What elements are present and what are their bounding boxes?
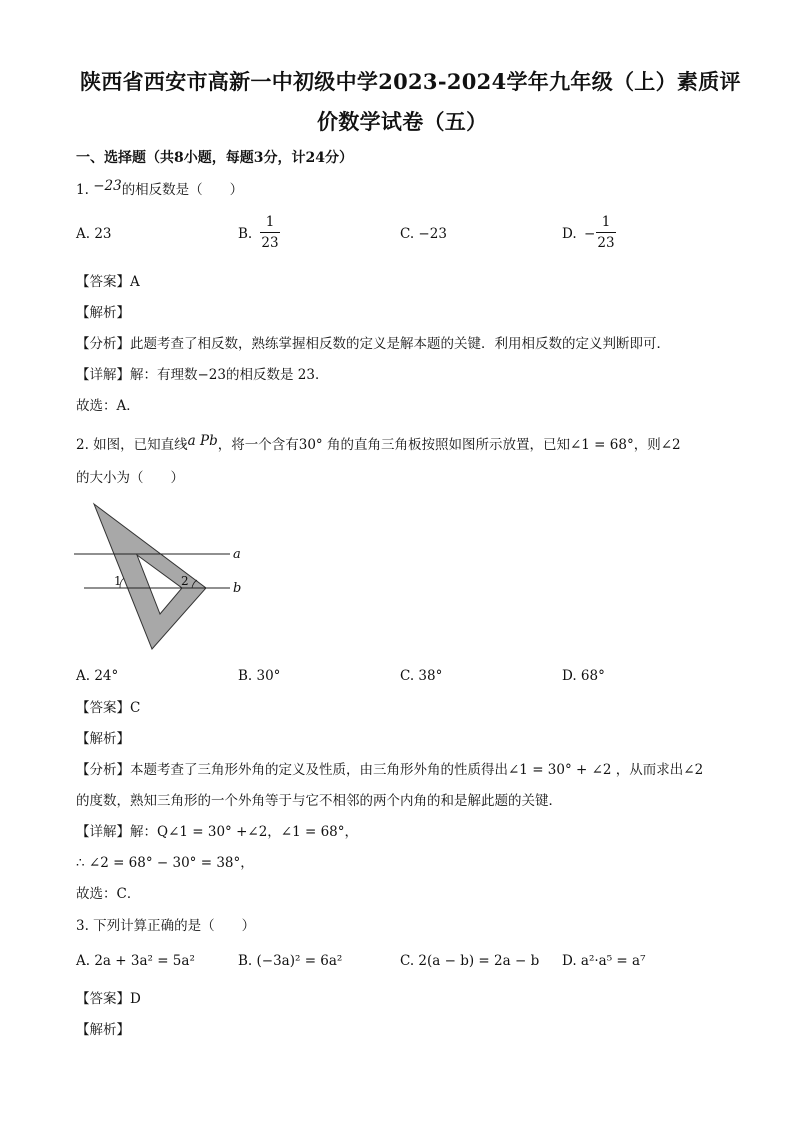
q2-answer: 【答案】C: [76, 700, 141, 716]
q2-option-c: C. 38°: [400, 668, 443, 684]
q1-choose: 故选：A．: [76, 398, 140, 414]
q2-stem-post: ，将一个含有30° 角的直角三角板按照如图所示放置，已知∠1 = 68°，则∠2: [217, 437, 681, 453]
triangle-ruler-shape: [94, 504, 206, 649]
fraction-bar: [596, 232, 616, 233]
q2-stem-math: a Pb: [187, 433, 218, 449]
q2-option-b: B. 30°: [238, 668, 281, 684]
page-title-line1: 陕西省西安市高新一中初级中学2023-2024学年九年级（上）素质评: [80, 69, 741, 94]
q2-jiexi: 【解析】: [76, 731, 130, 747]
q2-triangle-figure: [70, 498, 260, 658]
q2-detail-line2: ∴ ∠2 = 68° − 30° = 38°，: [76, 855, 254, 871]
q2-stem-line1: [76, 433, 681, 454]
q1-option-d-numerator: 1: [601, 214, 611, 230]
q1-analysis: 【分析】此题考查了相反数，熟练掌握相反数的定义是解本题的关键．利用相反数的定义判断即可．: [76, 336, 670, 352]
label-angle-1: 1: [114, 574, 122, 588]
q2-stem-line2: 的大小为（ ）: [76, 470, 184, 486]
q2-choose: 故选：C．: [76, 886, 141, 902]
q2-option-a: A. 24°: [76, 668, 119, 684]
q1-option-c: C. −23: [400, 226, 447, 242]
q3-option-d: D. a²·a⁵ = a⁷: [562, 953, 646, 969]
q1-option-b-label: B.: [238, 226, 253, 242]
q1-stem: [76, 178, 244, 199]
fraction-bar: [260, 232, 280, 233]
q1-stem-math: −23: [93, 178, 122, 194]
label-b: b: [233, 581, 242, 596]
q1-option-d-sign: −: [584, 226, 596, 242]
q3-option-c: C. 2(a − b) = 2a − b: [400, 953, 540, 969]
q3-answer: 【答案】D: [76, 991, 141, 1007]
q1-option-b-fraction: [260, 214, 280, 251]
q1-option-d-denominator: 23: [597, 235, 615, 251]
label-a: a: [233, 547, 241, 562]
q3-option-b: B. (−3a)² = 6a²: [238, 953, 343, 969]
q3-stem: 3. 下列计算正确的是（ ）: [76, 918, 256, 934]
label-angle-2: 2: [181, 574, 189, 588]
q2-stem-pre: 2. 如图，已知直线: [76, 437, 188, 453]
q2-analysis-line2: 的度数，熟知三角形的一个外角等于与它不相邻的两个内角的和是解此题的关键．: [76, 793, 562, 809]
q1-option-b-denominator: 23: [261, 235, 279, 251]
q3-jiexi: 【解析】: [76, 1022, 130, 1038]
q3-option-a: A. 2a + 3a² = 5a²: [76, 953, 195, 969]
q1-option-d-fraction: [596, 214, 616, 251]
q2-detail-line1: 【详解】解：Q∠1 = 30° +∠2，∠1 = 68°，: [76, 824, 359, 840]
q2-option-d: D. 68°: [562, 668, 605, 684]
q1-answer: 【答案】A: [76, 274, 140, 290]
q1-option-d-label: D.: [562, 226, 577, 242]
q1-number: 1.: [76, 182, 89, 198]
page-title-line2: 价数学试卷（五）: [317, 109, 488, 134]
section-heading: 一、选择题（共8小题，每题3分，计24分）: [76, 150, 353, 166]
q1-option-a: A. 23: [76, 226, 112, 242]
q2-analysis-line1: 【分析】本题考查了三角形外角的定义及性质，由三角形外角的性质得出∠1 = 30° + ∠2 ，从而求出∠2: [76, 762, 704, 778]
q1-stem-text: 的相反数是（ ）: [121, 182, 244, 198]
q1-jiexi: 【解析】: [76, 305, 130, 321]
q1-option-b-numerator: 1: [265, 214, 275, 230]
q1-detail: 【详解】解：有理数−23的相反数是 23．: [76, 367, 329, 383]
